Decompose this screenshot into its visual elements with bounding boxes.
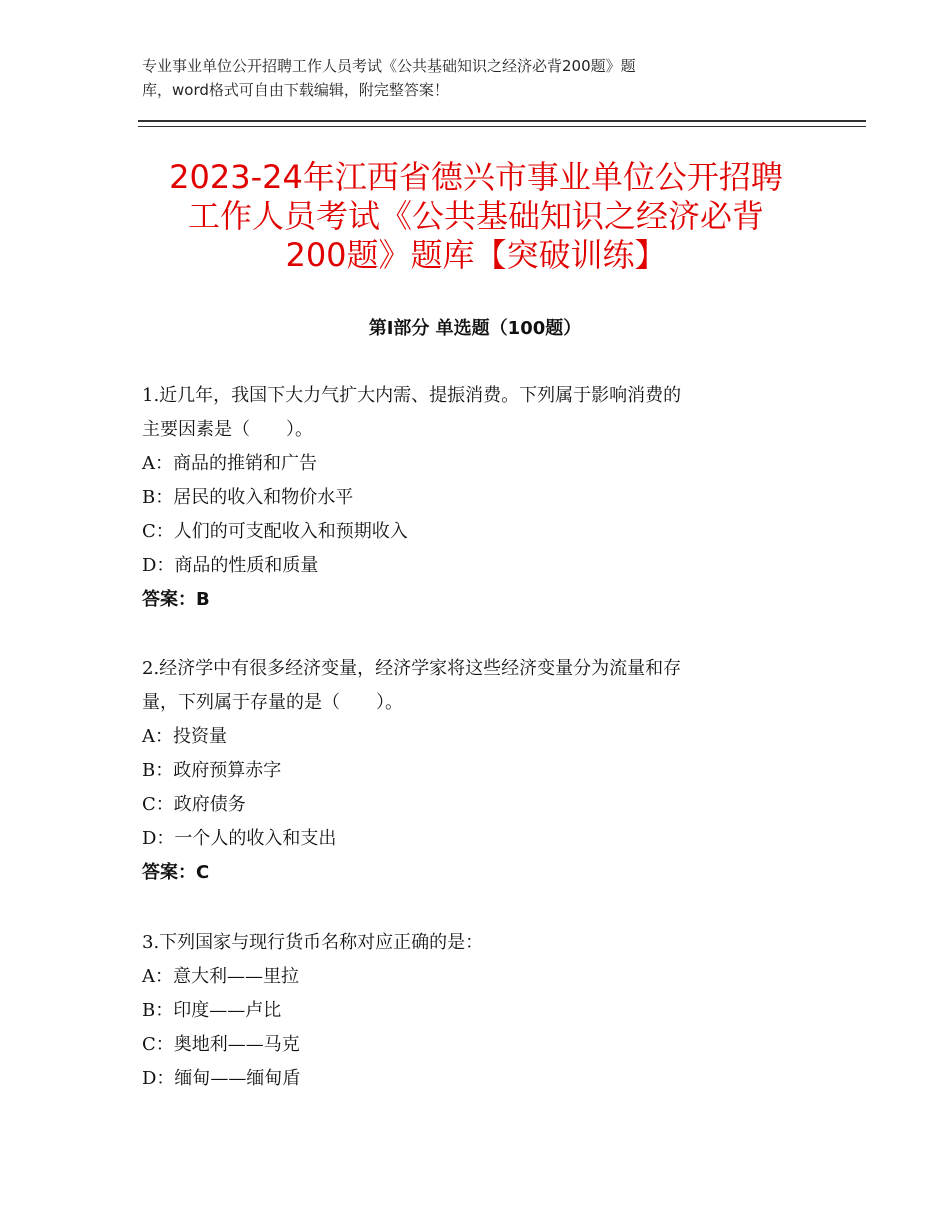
option-a: A：投资量: [142, 726, 227, 747]
question-2: [142, 652, 822, 890]
option-c: C：政府债务: [142, 794, 246, 815]
question-stem-line: 量，下列属于存量的是（ ）。: [142, 692, 403, 713]
option-d: D：一个人的收入和支出: [142, 828, 337, 849]
question-stem-line: 1.近几年，我国下大力气扩大内需、提振消费。下列属于影响消费的: [142, 385, 682, 406]
question-1: [142, 379, 822, 617]
document-title: [120, 158, 832, 275]
option-c: C：人们的可支配收入和预期收入: [142, 521, 408, 542]
header-divider-thick: [138, 120, 866, 122]
question-3: [142, 926, 822, 1096]
header-note-line-2: 库，word格式可自由下载编辑，附完整答案！: [142, 81, 449, 99]
question-stem-line: 主要因素是（ ）。: [142, 419, 313, 440]
option-a: A：商品的推销和广告: [142, 453, 317, 474]
document-header-note: [142, 54, 782, 102]
header-divider-thin: [138, 126, 866, 127]
option-b: B：印度——卢比: [142, 1000, 282, 1021]
header-note-line-1: 专业事业单位公开招聘工作人员考试《公共基础知识之经济必背200题》题: [142, 57, 636, 75]
section-title: 第Ⅰ部分 单选题（100题）: [368, 318, 582, 339]
question-stem-line: 2.经济学中有很多经济变量，经济学家将这些经济变量分为流量和存: [142, 658, 682, 679]
option-b: B：政府预算赤字: [142, 760, 282, 781]
option-a: A：意大利——里拉: [142, 966, 299, 987]
option-d: D：缅甸——缅甸盾: [142, 1068, 301, 1089]
title-line-2: 工作人员考试《公共基础知识之经济必背: [187, 197, 764, 235]
option-d: D：商品的性质和质量: [142, 555, 319, 576]
answer-label: 答案：C: [142, 862, 210, 883]
question-stem-line: 3.下列国家与现行货币名称对应正确的是：: [142, 932, 484, 953]
title-line-1: 2023-24年江西省德兴市事业单位公开招聘: [169, 158, 783, 196]
title-line-3: 200题》题库【突破训练】: [285, 236, 667, 274]
option-b: B：居民的收入和物价水平: [142, 487, 354, 508]
option-c: C：奥地利——马克: [142, 1034, 300, 1055]
answer-label: 答案：B: [142, 589, 210, 610]
